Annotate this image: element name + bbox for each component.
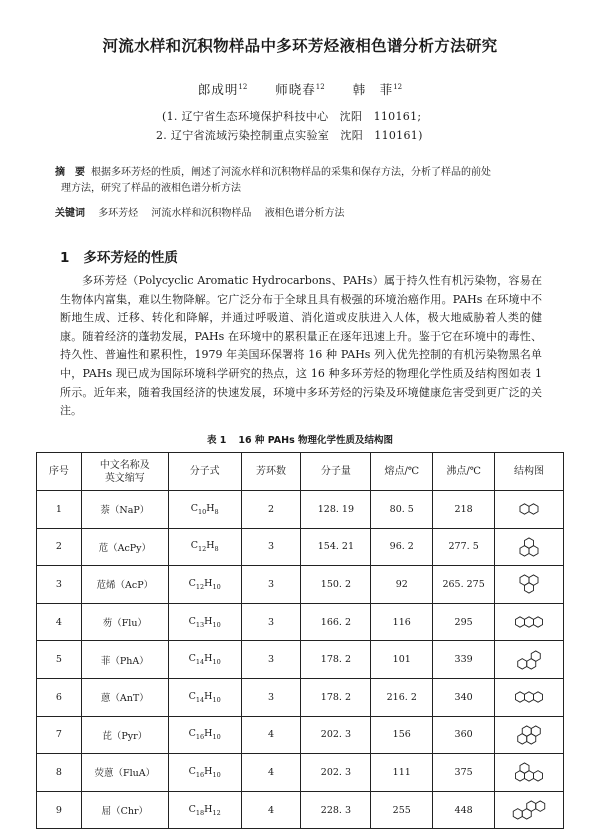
- benzene-ring: [534, 617, 543, 627]
- benzene-ring: [525, 538, 534, 548]
- formula-h-count: 10: [212, 695, 221, 704]
- structure-diagram-icon: [509, 647, 549, 673]
- abstract-text-line1: 根据多环芳烃的性质，阐述了河流水样和沉积物样品的采集和保存方法，分析了样品的前处: [91, 167, 491, 178]
- cell-seq: 3: [37, 566, 82, 604]
- formula-h-count: 10: [212, 582, 221, 591]
- table-row: [37, 491, 564, 529]
- affiliation-1: (1. 辽宁省生态环境保护科技中心 沈阳 110161;: [162, 110, 422, 123]
- cell-name: 苊烯（AcP）: [81, 566, 168, 604]
- section-title: 多环芳烃的性质: [83, 250, 178, 266]
- cell-seq: 1: [37, 491, 82, 529]
- cell-name: 芴（Flu）: [81, 603, 168, 641]
- header-name-line1: 中文名称及: [99, 459, 150, 471]
- table-header-row: [37, 453, 564, 491]
- benzene-ring: [516, 617, 525, 627]
- formula-c-count: 14: [195, 695, 205, 704]
- benzene-ring: [520, 504, 529, 514]
- header-structure: 结构图: [495, 453, 564, 491]
- cell-mw: 154. 21: [301, 528, 371, 566]
- formula-c-count: 10: [197, 507, 207, 516]
- cell-bp: 218: [433, 491, 495, 529]
- cell-formula: $C_{12}H_{10}$: [168, 566, 241, 604]
- cell-mp: 156: [371, 716, 433, 754]
- structure-diagram-icon: [509, 684, 549, 710]
- cell-rings: 3: [241, 528, 301, 566]
- formula-c-count: 16: [195, 733, 205, 742]
- cell-mw: 150. 2: [301, 566, 371, 604]
- cell-mw: 128. 19: [301, 491, 371, 529]
- cell-structure: [495, 528, 564, 566]
- affiliation-2: 2. 辽宁省流域污染控制重点实验室 沈阳 110161): [156, 129, 423, 142]
- header-rings: 芳环数: [241, 453, 301, 491]
- structure-diagram-icon: [509, 722, 549, 748]
- cell-seq: 5: [37, 641, 82, 679]
- keywords-label: 关键词: [55, 208, 85, 219]
- section-heading: [60, 246, 178, 266]
- author-name: 韩 菲: [352, 82, 394, 97]
- cell-structure: [495, 791, 564, 829]
- cell-mw: 178. 2: [301, 678, 371, 716]
- cell-rings: 3: [241, 641, 301, 679]
- formula-c-count: 16: [195, 770, 205, 779]
- structure-diagram-icon: [509, 759, 549, 785]
- pah-properties-table: [36, 452, 564, 829]
- abstract-text-line2: 理方法，研究了样品的液相色谱分析方法: [61, 183, 241, 194]
- benzene-ring: [534, 771, 543, 781]
- cell-structure: [495, 641, 564, 679]
- benzene-ring: [527, 801, 536, 811]
- formula-c-count: 18: [195, 808, 205, 817]
- cell-name: 荧蒽（FluA）: [81, 754, 168, 792]
- cell-rings: 3: [241, 603, 301, 641]
- author-affil-sup: 12: [238, 83, 248, 91]
- cell-structure: [495, 491, 564, 529]
- cell-structure: [495, 716, 564, 754]
- abstract: [55, 165, 550, 197]
- cell-mw: 202. 3: [301, 716, 371, 754]
- author-name: 郎成明: [197, 82, 239, 97]
- cell-seq: 9: [37, 791, 82, 829]
- cell-rings: 3: [241, 566, 301, 604]
- cell-seq: 4: [37, 603, 82, 641]
- header-formula: 分子式: [168, 453, 241, 491]
- cell-structure: [495, 603, 564, 641]
- benzene-ring: [531, 726, 540, 736]
- cell-mw: 228. 3: [301, 791, 371, 829]
- cell-mp: 80. 5: [371, 491, 433, 529]
- keyword: 液相色谱分析方法: [264, 208, 345, 219]
- formula-c-count: 14: [195, 658, 205, 667]
- cell-mp: 96. 2: [371, 528, 433, 566]
- structure-diagram-icon: [509, 496, 549, 522]
- formula-c-count: 12: [197, 545, 207, 554]
- benzene-ring: [525, 583, 534, 593]
- body-paragraph: 多环芳烃（Polycyclic Aromatic Hydrocarbons、PAHs）属于持久性有机污染物，容易在生物体内富集，难以生物降解。它广泛分布于全球且具有极强的环境治癌作用。PAHs 在环境中不断地生成、迁移、转化和降解，并通过呼吸道、消化道或皮肤进入人体，极大地威胁着人类的健康。随着经济的蓬勃发展，PAHs 在环境中的累积量正在逐年迅速上升。鉴于它在环境中的毒性、持久性、普遍性和累积性，1979 年美国环保署将 16 种 PAHs 列入优先控制的有机污染物黑名单中，PAHs 现已成为国际环境科学研究的热点，这 16 种多环芳烃的物理化学性质及结构图如表 1 所示。近年来，随着我国经济的快速发展，环境中多环芳烃的污染及环境健康危害受到更广泛的关注。: [60, 274, 542, 418]
- cell-mp: 111: [371, 754, 433, 792]
- cell-rings: 4: [241, 791, 301, 829]
- header-bp: 沸点/℃: [433, 453, 495, 491]
- paper-title: 河流水样和沉积物样品中多环芳烃液相色谱分析方法研究: [102, 37, 498, 55]
- formula-h-count: 10: [212, 770, 221, 779]
- header-seq: 序号: [37, 453, 82, 491]
- cell-seq: 2: [37, 528, 82, 566]
- cell-name: 菲（PhA）: [81, 641, 168, 679]
- header-name: [81, 453, 168, 491]
- cell-name: 芘（Pyr）: [81, 716, 168, 754]
- cell-formula: $C_{18}H_{12}$: [168, 791, 241, 829]
- cell-mp: 255: [371, 791, 433, 829]
- cell-seq: 8: [37, 754, 82, 792]
- cell-name: 屈（Chr）: [81, 791, 168, 829]
- table-row: [37, 528, 564, 566]
- cell-rings: 2: [241, 491, 301, 529]
- cell-formula: $C_{12}H_8$: [168, 528, 241, 566]
- cell-seq: 7: [37, 716, 82, 754]
- benzene-ring: [516, 692, 525, 702]
- table-row: [37, 641, 564, 679]
- benzene-ring: [536, 801, 545, 811]
- cell-structure: [495, 678, 564, 716]
- benzene-ring: [525, 692, 534, 702]
- formula-h-count: 8: [214, 545, 219, 554]
- formula-c-count: 12: [195, 582, 205, 591]
- cell-bp: 277. 5: [433, 528, 495, 566]
- cell-mp: 216. 2: [371, 678, 433, 716]
- structure-diagram-icon: [509, 797, 549, 823]
- cell-name: 萘（NaP）: [81, 491, 168, 529]
- table-caption-text: 16 种 PAHs 物理化学性质及结构图: [238, 435, 394, 446]
- cell-name: 苊（AcPy）: [81, 528, 168, 566]
- section-number: 1: [60, 250, 70, 266]
- cell-bp: 265. 275: [433, 566, 495, 604]
- benzene-ring: [522, 726, 531, 736]
- table-row: [37, 603, 564, 641]
- cell-bp: 339: [433, 641, 495, 679]
- table-row: [37, 566, 564, 604]
- structure-diagram-icon: [509, 534, 549, 560]
- benzene-ring: [518, 658, 527, 668]
- cell-mw: 166. 2: [301, 603, 371, 641]
- cell-seq: 6: [37, 678, 82, 716]
- author-name: 师晓春: [275, 82, 316, 97]
- header-mp: 熔点/℃: [371, 453, 433, 491]
- abstract-label: 摘 要: [55, 167, 85, 178]
- formula-h-count: 8: [214, 507, 219, 516]
- cell-formula: $C_{14}H_{10}$: [168, 641, 241, 679]
- cell-mp: 92: [371, 566, 433, 604]
- author-affil-sup: 12: [315, 83, 325, 91]
- benzene-ring: [531, 651, 540, 661]
- benzene-ring: [513, 809, 522, 819]
- benzene-ring: [534, 692, 543, 702]
- cell-mw: 202. 3: [301, 754, 371, 792]
- cell-structure: [495, 754, 564, 792]
- cell-mp: 101: [371, 641, 433, 679]
- structure-diagram-icon: [509, 571, 549, 597]
- formula-h-count: 10: [212, 620, 221, 629]
- cell-bp: 360: [433, 716, 495, 754]
- cell-mw: 178. 2: [301, 641, 371, 679]
- benzene-ring: [529, 504, 538, 514]
- cell-bp: 340: [433, 678, 495, 716]
- header-mw: 分子量: [301, 453, 371, 491]
- cell-bp: 448: [433, 791, 495, 829]
- formula-c-count: 13: [195, 620, 205, 629]
- author-affil-sup: 12: [393, 83, 403, 91]
- table-row: [37, 678, 564, 716]
- cell-formula: $C_{10}H_8$: [168, 491, 241, 529]
- author-line: [0, 80, 600, 98]
- header-name-line2: 英文缩写: [104, 472, 145, 484]
- table-row: [37, 754, 564, 792]
- cell-mp: 116: [371, 603, 433, 641]
- cell-formula: $C_{13}H_{10}$: [168, 603, 241, 641]
- cell-formula: $C_{14}H_{10}$: [168, 678, 241, 716]
- cell-structure: [495, 566, 564, 604]
- cell-rings: 3: [241, 678, 301, 716]
- cell-name: 蒽（AnT）: [81, 678, 168, 716]
- cell-formula: $C_{16}H_{10}$: [168, 716, 241, 754]
- keyword: 河流水样和沉积物样品: [151, 208, 252, 219]
- cell-rings: 4: [241, 716, 301, 754]
- cell-rings: 4: [241, 754, 301, 792]
- keyword: 多环芳烃: [98, 208, 139, 219]
- table-caption: [0, 432, 600, 446]
- formula-h-count: 12: [212, 808, 221, 817]
- benzene-ring: [525, 617, 534, 627]
- formula-h-count: 10: [212, 658, 221, 667]
- formula-h-count: 10: [212, 733, 221, 742]
- keywords: [55, 204, 355, 219]
- cell-formula: $C_{16}H_{10}$: [168, 754, 241, 792]
- cell-bp: 375: [433, 754, 495, 792]
- structure-diagram-icon: [509, 609, 549, 635]
- table-row: [37, 716, 564, 754]
- table-caption-number: 表 1: [206, 435, 227, 446]
- table-row: [37, 791, 564, 829]
- cell-bp: 295: [433, 603, 495, 641]
